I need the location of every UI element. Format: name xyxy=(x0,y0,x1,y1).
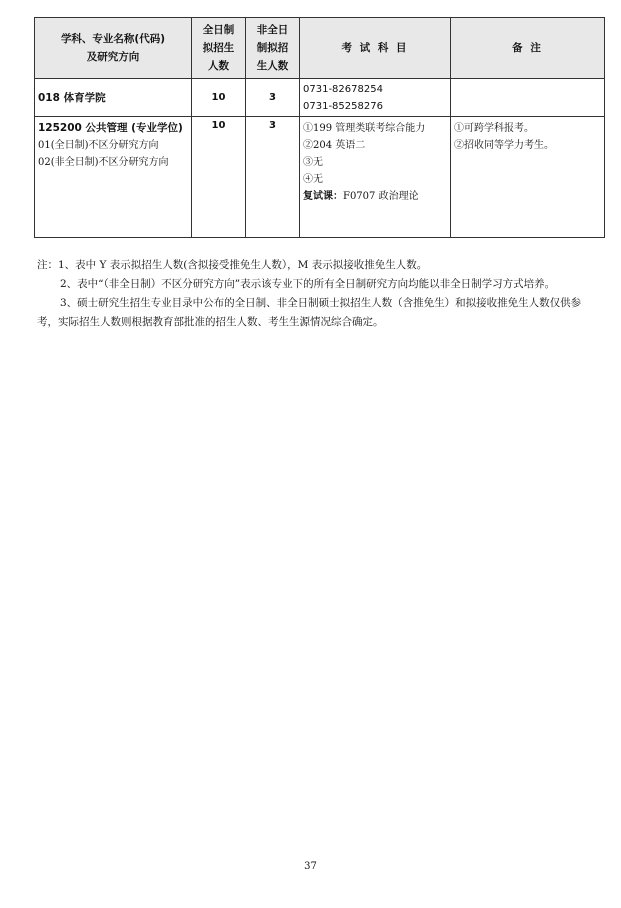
header-major: 学科、专业名称(代码) 及研究方向 xyxy=(35,18,192,79)
remarks-cell xyxy=(451,117,605,238)
header-part-time: 非全日 制拟招 生人数 xyxy=(246,18,300,79)
college-full-time: 10 xyxy=(192,79,246,117)
note-2: 2、表中“（非全日制）不区分研究方向”表示该专业下的所有全日制研究方向均能以非全日制学习方式培养。 xyxy=(60,278,556,290)
phone-1: 0731-82678254 xyxy=(303,83,383,95)
retest-line xyxy=(303,188,449,205)
admissions-table xyxy=(34,17,605,238)
college-remarks xyxy=(451,79,605,117)
college-part-time: 3 xyxy=(246,79,300,117)
major-row xyxy=(35,117,605,238)
table-header-row xyxy=(35,18,605,79)
major-full-time: 10 xyxy=(192,117,246,238)
remark-1: ①可跨学科报考。 xyxy=(454,123,534,134)
exam-cell xyxy=(300,117,451,238)
exam-item-3: ③无 xyxy=(303,157,323,168)
college-row xyxy=(35,79,605,117)
major-part-time: 3 xyxy=(246,117,300,238)
college-phones xyxy=(300,79,451,117)
retest-label: 复试课： xyxy=(303,191,343,202)
header-remarks: 备 注 xyxy=(451,18,605,79)
direction-2: 02(非全日制)不区分研究方向 xyxy=(38,157,169,168)
exam-item-4: ④无 xyxy=(303,174,323,185)
page-number: 37 xyxy=(304,861,317,872)
major-cell xyxy=(35,117,192,238)
exam-item-2: ②204 英语二 xyxy=(303,140,366,151)
remark-2: ②招收同等学力考生。 xyxy=(454,140,554,151)
header-exam: 考 试 科 目 xyxy=(300,18,451,79)
major-title: 125200 公共管理 (专业学位) xyxy=(38,122,183,134)
note-3: 3、硕士研究生招生专业目录中公布的全日制、非全日制硕士拟招生人数（含推免生）和拟接收推免生人数仅供参考，实际招生人数则根据教育部批准的招生人数、考生生源情况综合确定。 xyxy=(37,297,582,328)
exam-item-1: ①199 管理类联考综合能力 xyxy=(303,123,426,134)
note-1: 注：1、表中 Y 表示拟招生人数(含拟接受推免生人数），M 表示拟接收推免生人数。 xyxy=(37,259,428,271)
footnotes xyxy=(37,256,600,332)
college-name: 018 体育学院 xyxy=(35,79,192,117)
direction-1: 01(全日制)不区分研究方向 xyxy=(38,140,159,151)
header-full-time: 全日制 拟招生 人数 xyxy=(192,18,246,79)
phone-2: 0731-85258276 xyxy=(303,100,383,112)
retest-value: F0707 政治理论 xyxy=(343,191,419,202)
